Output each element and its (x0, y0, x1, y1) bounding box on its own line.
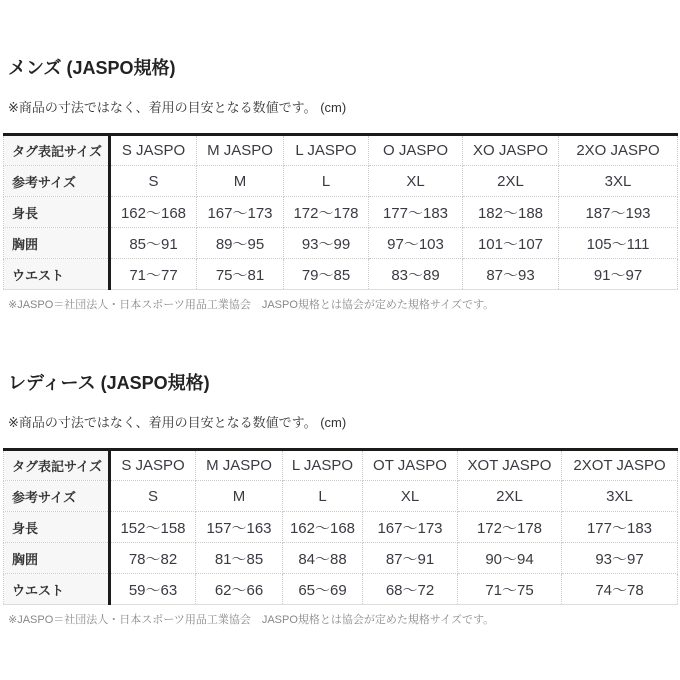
size-cell: 79〜85 (284, 259, 369, 290)
size-cell: 177〜183 (562, 512, 678, 543)
row-label: 参考サイズ (4, 481, 110, 512)
size-cell: 91〜97 (559, 259, 678, 290)
size-cell: 157〜163 (196, 512, 283, 543)
size-cell: 172〜178 (284, 197, 369, 228)
size-cell: L JASPO (283, 450, 363, 481)
mens-size-table (3, 133, 678, 290)
size-cell: M JASPO (197, 135, 284, 166)
table-row (4, 450, 678, 481)
size-cell: 172〜178 (458, 512, 562, 543)
size-cell: OT JASPO (363, 450, 458, 481)
size-cell: 83〜89 (369, 259, 463, 290)
size-cell: 152〜158 (110, 512, 196, 543)
size-cell: 162〜168 (283, 512, 363, 543)
size-cell: XO JASPO (463, 135, 559, 166)
size-cell: 81〜85 (196, 543, 283, 574)
table-row (4, 228, 678, 259)
table-row (4, 481, 678, 512)
size-cell: 65〜69 (283, 574, 363, 605)
size-cell: L JASPO (284, 135, 369, 166)
size-cell: 177〜183 (369, 197, 463, 228)
measurement-note: ※商品の寸法ではなく、着用の目安となる数値です。 (cm) (8, 415, 347, 430)
size-cell: 2XOT JASPO (562, 450, 678, 481)
jaspo-footnote: ※JASPO＝社団法人・日本スポーツ用品工業協会 JASPO規格とは協会が定めた規格サイズです。 (8, 614, 495, 626)
table-row (4, 574, 678, 605)
size-cell: 3XL (559, 166, 678, 197)
size-cell: 2XO JASPO (559, 135, 678, 166)
size-cell: S JASPO (110, 135, 197, 166)
size-cell: XL (363, 481, 458, 512)
section-title: メンズ (JASPO規格) (8, 58, 176, 78)
row-label: タグ表記サイズ (4, 450, 110, 481)
size-cell: 59〜63 (110, 574, 196, 605)
table-row (4, 512, 678, 543)
size-cell: 2XL (463, 166, 559, 197)
size-cell: M (196, 481, 283, 512)
size-cell: 85〜91 (110, 228, 197, 259)
size-cell: L (283, 481, 363, 512)
size-cell: 89〜95 (197, 228, 284, 259)
row-label: タグ表記サイズ (4, 135, 110, 166)
size-cell: 71〜75 (458, 574, 562, 605)
measurement-note: ※商品の寸法ではなく、着用の目安となる数値です。 (cm) (8, 100, 347, 115)
size-cell: S (110, 481, 196, 512)
size-cell: 101〜107 (463, 228, 559, 259)
size-cell: 75〜81 (197, 259, 284, 290)
size-cell: M (197, 166, 284, 197)
size-cell: 105〜111 (559, 228, 678, 259)
jaspo-footnote: ※JASPO＝社団法人・日本スポーツ用品工業協会 JASPO規格とは協会が定めた規格サイズです。 (8, 299, 495, 311)
row-label: 身長 (4, 197, 110, 228)
row-label: 胸囲 (4, 543, 110, 574)
row-label: 身長 (4, 512, 110, 543)
ladies-size-section (3, 372, 677, 627)
size-cell: 90〜94 (458, 543, 562, 574)
size-cell: S (110, 166, 197, 197)
size-cell: 97〜103 (369, 228, 463, 259)
table-row (4, 135, 678, 166)
size-cell: 87〜91 (363, 543, 458, 574)
size-cell: L (284, 166, 369, 197)
section-divider-space (3, 312, 677, 372)
size-cell: 187〜193 (559, 197, 678, 228)
size-cell: XOT JASPO (458, 450, 562, 481)
size-cell: 93〜99 (284, 228, 369, 259)
size-cell: S JASPO (110, 450, 196, 481)
size-cell: 71〜77 (110, 259, 197, 290)
table-row (4, 259, 678, 290)
size-cell: O JASPO (369, 135, 463, 166)
row-label: 参考サイズ (4, 166, 110, 197)
size-cell: 74〜78 (562, 574, 678, 605)
size-cell: 84〜88 (283, 543, 363, 574)
size-cell: 182〜188 (463, 197, 559, 228)
mens-size-section (3, 57, 677, 312)
size-cell: XL (369, 166, 463, 197)
size-cell: M JASPO (196, 450, 283, 481)
row-label: ウエスト (4, 259, 110, 290)
section-title: レディース (JASPO規格) (8, 373, 210, 393)
size-cell: 2XL (458, 481, 562, 512)
size-cell: 3XL (562, 481, 678, 512)
row-label: 胸囲 (4, 228, 110, 259)
size-cell: 93〜97 (562, 543, 678, 574)
size-cell: 62〜66 (196, 574, 283, 605)
table-row (4, 166, 678, 197)
table-row (4, 197, 678, 228)
size-cell: 162〜168 (110, 197, 197, 228)
size-cell: 167〜173 (363, 512, 458, 543)
size-cell: 78〜82 (110, 543, 196, 574)
size-cell: 87〜93 (463, 259, 559, 290)
ladies-size-table (3, 448, 678, 605)
table-row (4, 543, 678, 574)
size-cell: 68〜72 (363, 574, 458, 605)
row-label: ウエスト (4, 574, 110, 605)
size-cell: 167〜173 (197, 197, 284, 228)
